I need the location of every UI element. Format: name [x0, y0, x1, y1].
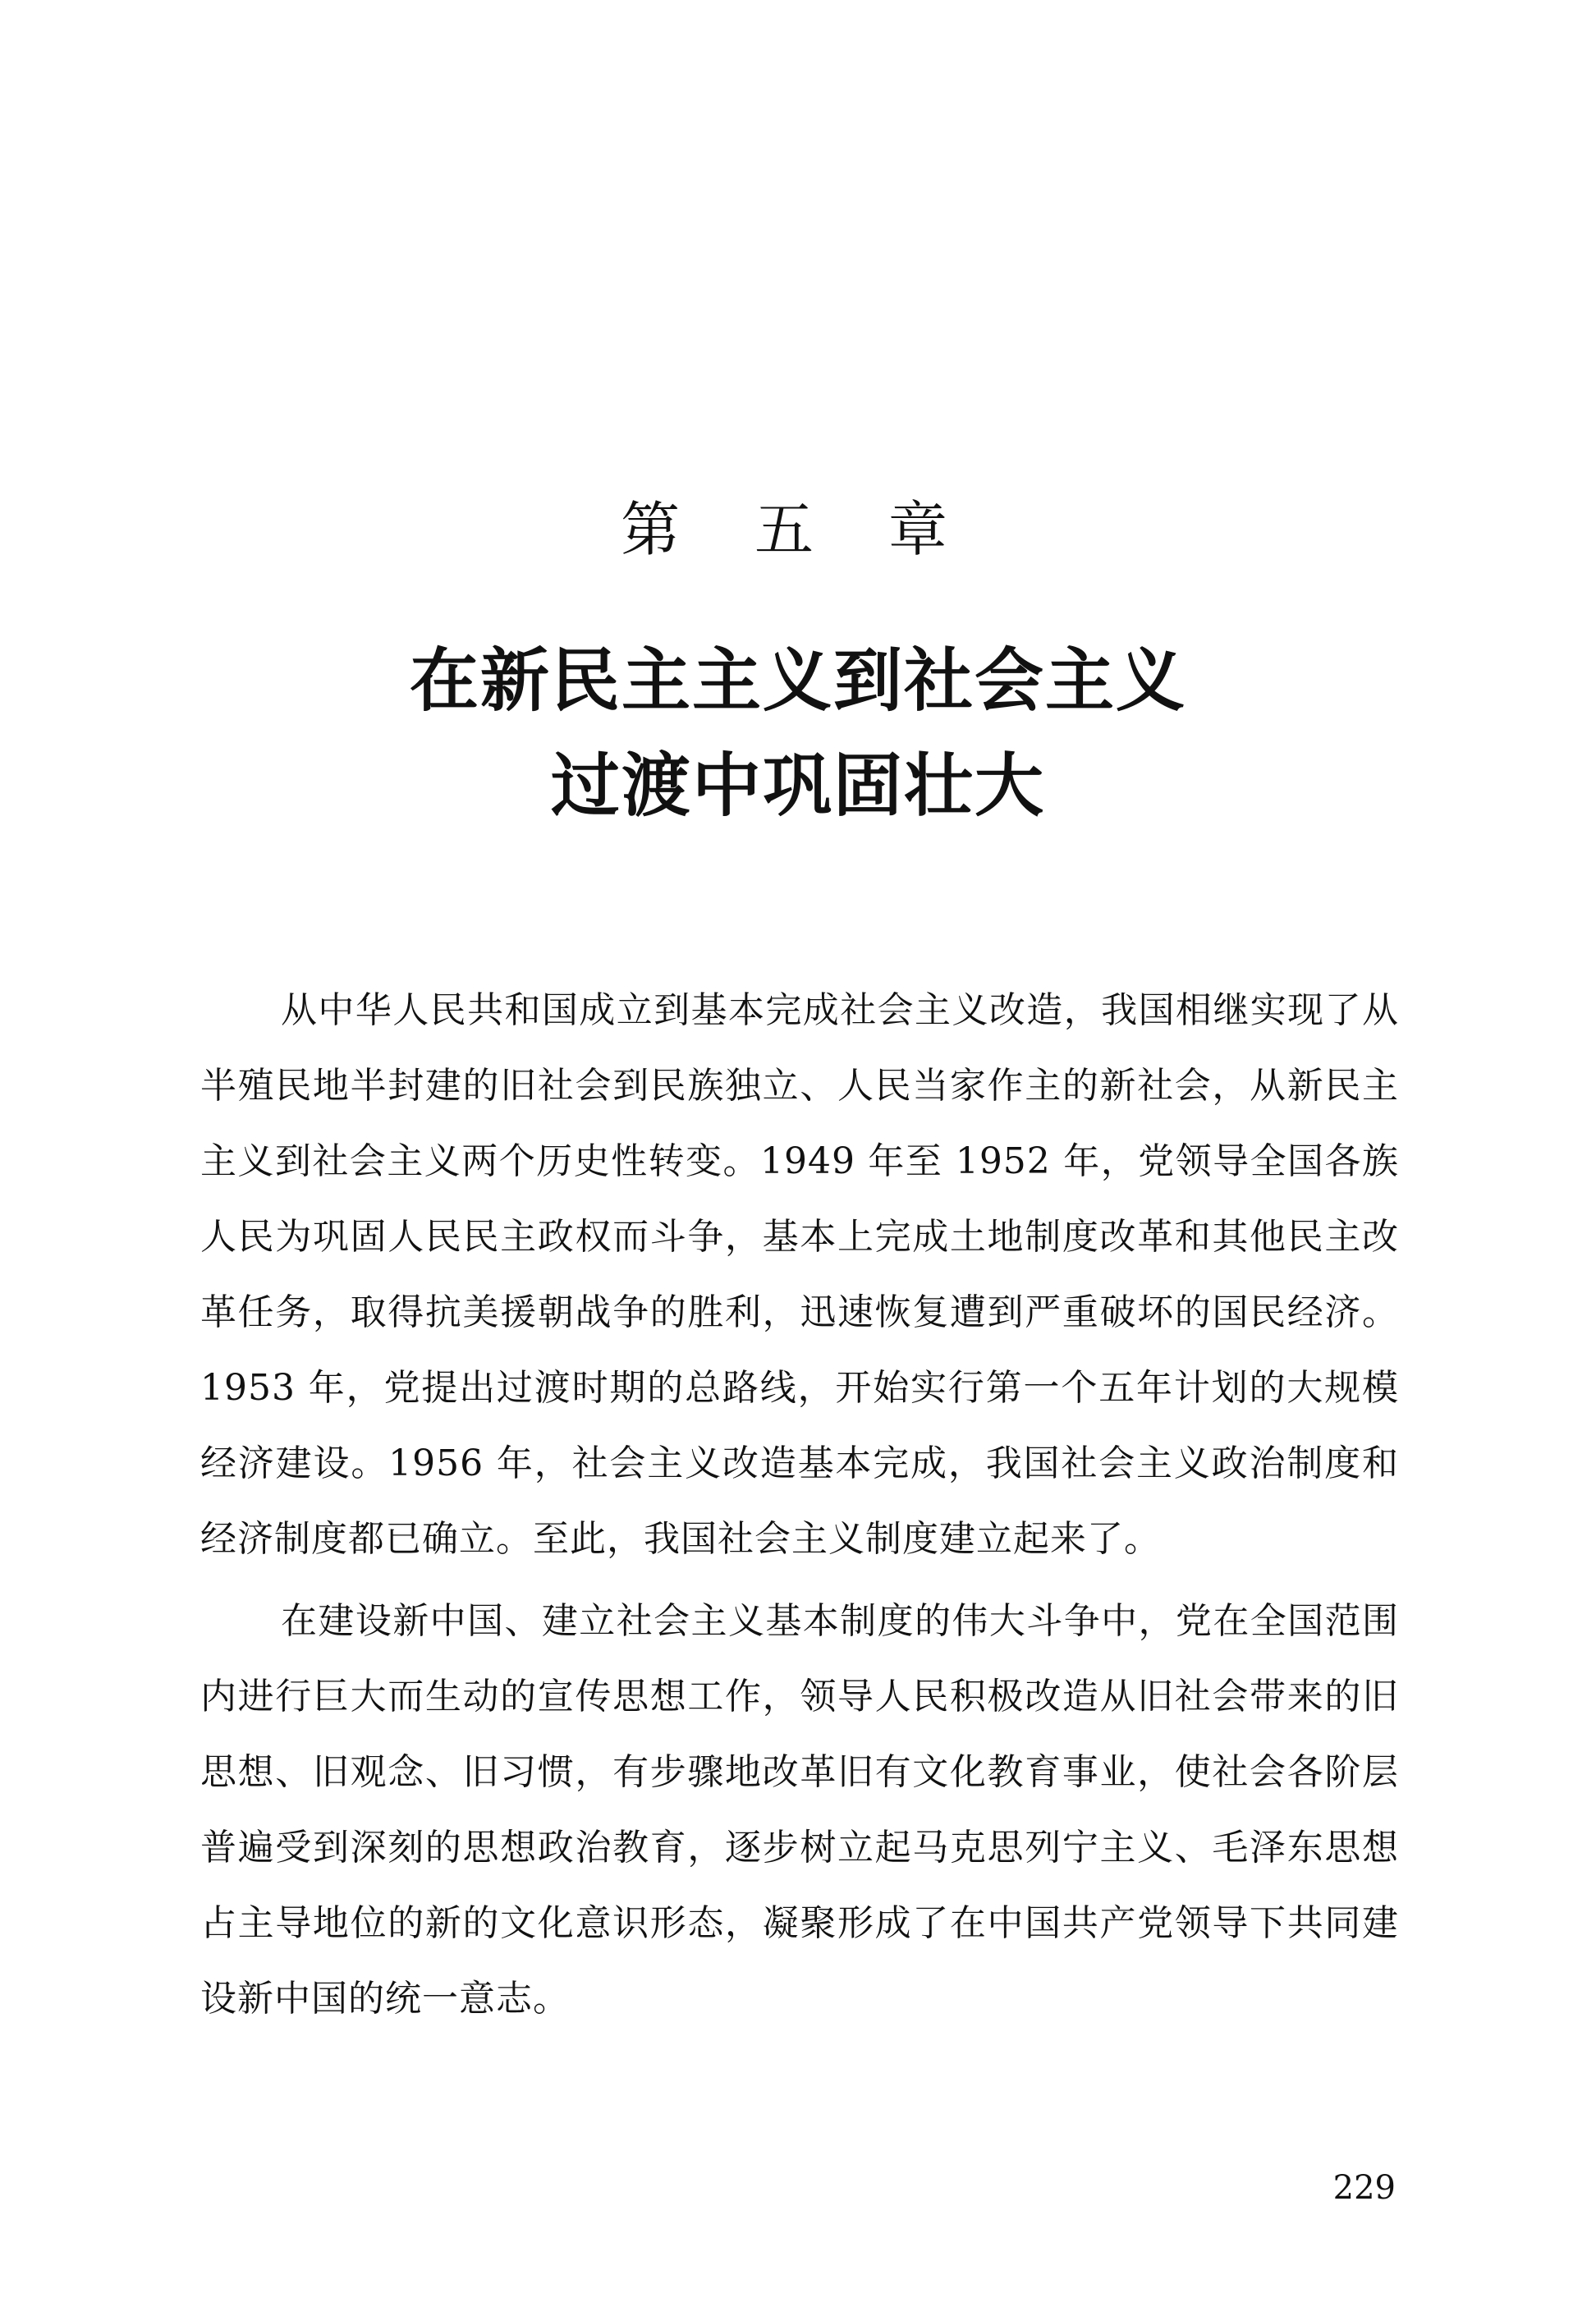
body-text [200, 973, 1399, 2043]
page-number: 229 [1332, 2169, 1396, 2207]
chapter-number: 第 五 章 [621, 495, 975, 564]
chapter-title-line-2: 过渡中巩固壮大 [550, 745, 1045, 826]
chapter-title-line-1: 在新民主主义到社会主义 [409, 640, 1186, 721]
paragraph: 在建设新中国、建立社会主义基本制度的伟大斗争中，党在全国范围内进行巨大而生动的宣传思想工作，领导人民积极改造从旧社会带来的旧思想、旧观念、旧习惯，有步骤地改革旧有文化教育事业，使社会各阶层普遍受到深刻的思想政治教育，逐步树立起马克思列宁主义、毛泽东思想占主导地位的新的文化意识形态，凝聚形成了在中国共产党领导下共同建设新中国的统一意志。 [200, 1600, 1399, 2020]
paragraph: 从中华人民共和国成立到基本完成社会主义改造，我国相继实现了从半殖民地半封建的旧社会到民族独立、人民当家作主的新社会，从新民主主义到社会主义两个历史性转变。1949 年至 1952 年，党领导全国各族人民为巩固人民民主政权而斗争，基本上完成土地制度改革和其他民主改革任务，取得抗美援朝战争的胜利，迅速恢复遭到严重破坏的国民经济。1953 年，党提出过渡时期的总路线，开始实行第一个五年计划的大规模经济建设。1956 年，社会主义改造基本完成，我国社会主义政治制度和经济制度都已确立。至此，我国社会主义制度建立起来了。 [200, 989, 1399, 1560]
chapter-title [0, 628, 1596, 838]
